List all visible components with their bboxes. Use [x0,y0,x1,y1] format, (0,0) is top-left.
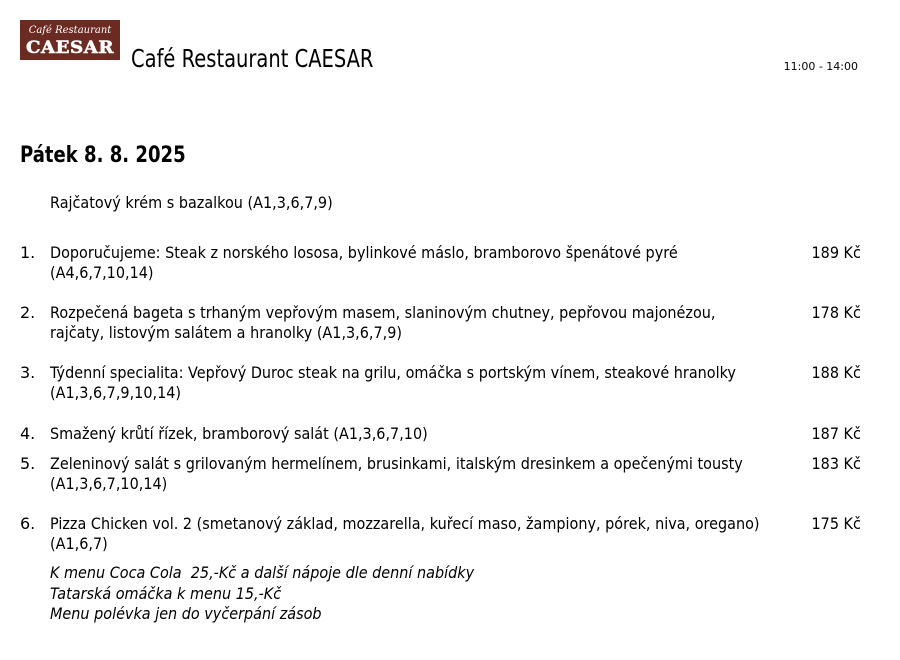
menu-note: Menu polévka jen do vyčerpání zásob [50,604,322,623]
menu-note: K menu Coca Cola 25,-Kč a další nápoje dle denní nabídky [50,563,475,582]
menu-item-number: 6. [20,514,36,533]
menu-item-price: 175 Kč [811,514,861,533]
menu-item-description: Zeleninový salát s grilovaným hermelínem, brusinkami, italským dresinkem a opečenými tousty (A1,3,6,7,10,14) [50,454,743,493]
menu-item-price: 187 Kč [811,424,861,443]
opening-hours: 11:00 - 14:00 [783,60,858,73]
logo-script-text: Café Restaurant [28,25,112,36]
logo-word-text: CAESAR [26,38,115,58]
menu-item-number: 5. [20,454,36,473]
menu-item-number: 3. [20,363,36,382]
menu-item-number: 2. [20,303,36,322]
menu-item-price: 178 Kč [811,303,861,322]
menu-item-price: 189 Kč [811,243,861,262]
menu-item-description: Rozpečená bageta s trhaným vepřovým masem, slaninovým chutney, pepřovou majonézou, rajčaty, listovým salátem a hranolky (A1,3,6,7,9) [50,303,716,342]
menu-item-number: 1. [20,243,36,262]
page-title: Café Restaurant CAESAR [131,44,374,73]
menu-note: Tatarská omáčka k menu 15,-Kč [50,583,282,603]
menu-date: Pátek 8. 8. 2025 [20,143,186,168]
menu-item-price: 188 Kč [811,363,861,382]
menu-item-number: 4. [20,424,36,443]
menu-item-description: Týdenní specialita: Vepřový Duroc steak na grilu, omáčka s portským vínem, steakové hranolky (A1,3,6,7,9,10,14) [50,363,736,402]
menu-item-description: Pizza Chicken vol. 2 (smetanový základ, mozzarella, kuřecí maso, žampiony, pórek, niva, oregano) (A1,6,7) [50,514,760,553]
menu-item-description: Doporučujeme: Steak z norského lososa, bylinkové máslo, bramborovo špenátové pyré (A4,6,7,10,14) [50,243,678,282]
soup-of-the-day: Rajčatový krém s bazalkou (A1,3,6,7,9) [50,193,333,212]
menu-item-description: Smažený krůtí řízek, bramborový salát (A1,3,6,7,10) [50,424,428,443]
menu-item-price: 183 Kč [811,454,861,473]
menu-notes [50,563,474,625]
